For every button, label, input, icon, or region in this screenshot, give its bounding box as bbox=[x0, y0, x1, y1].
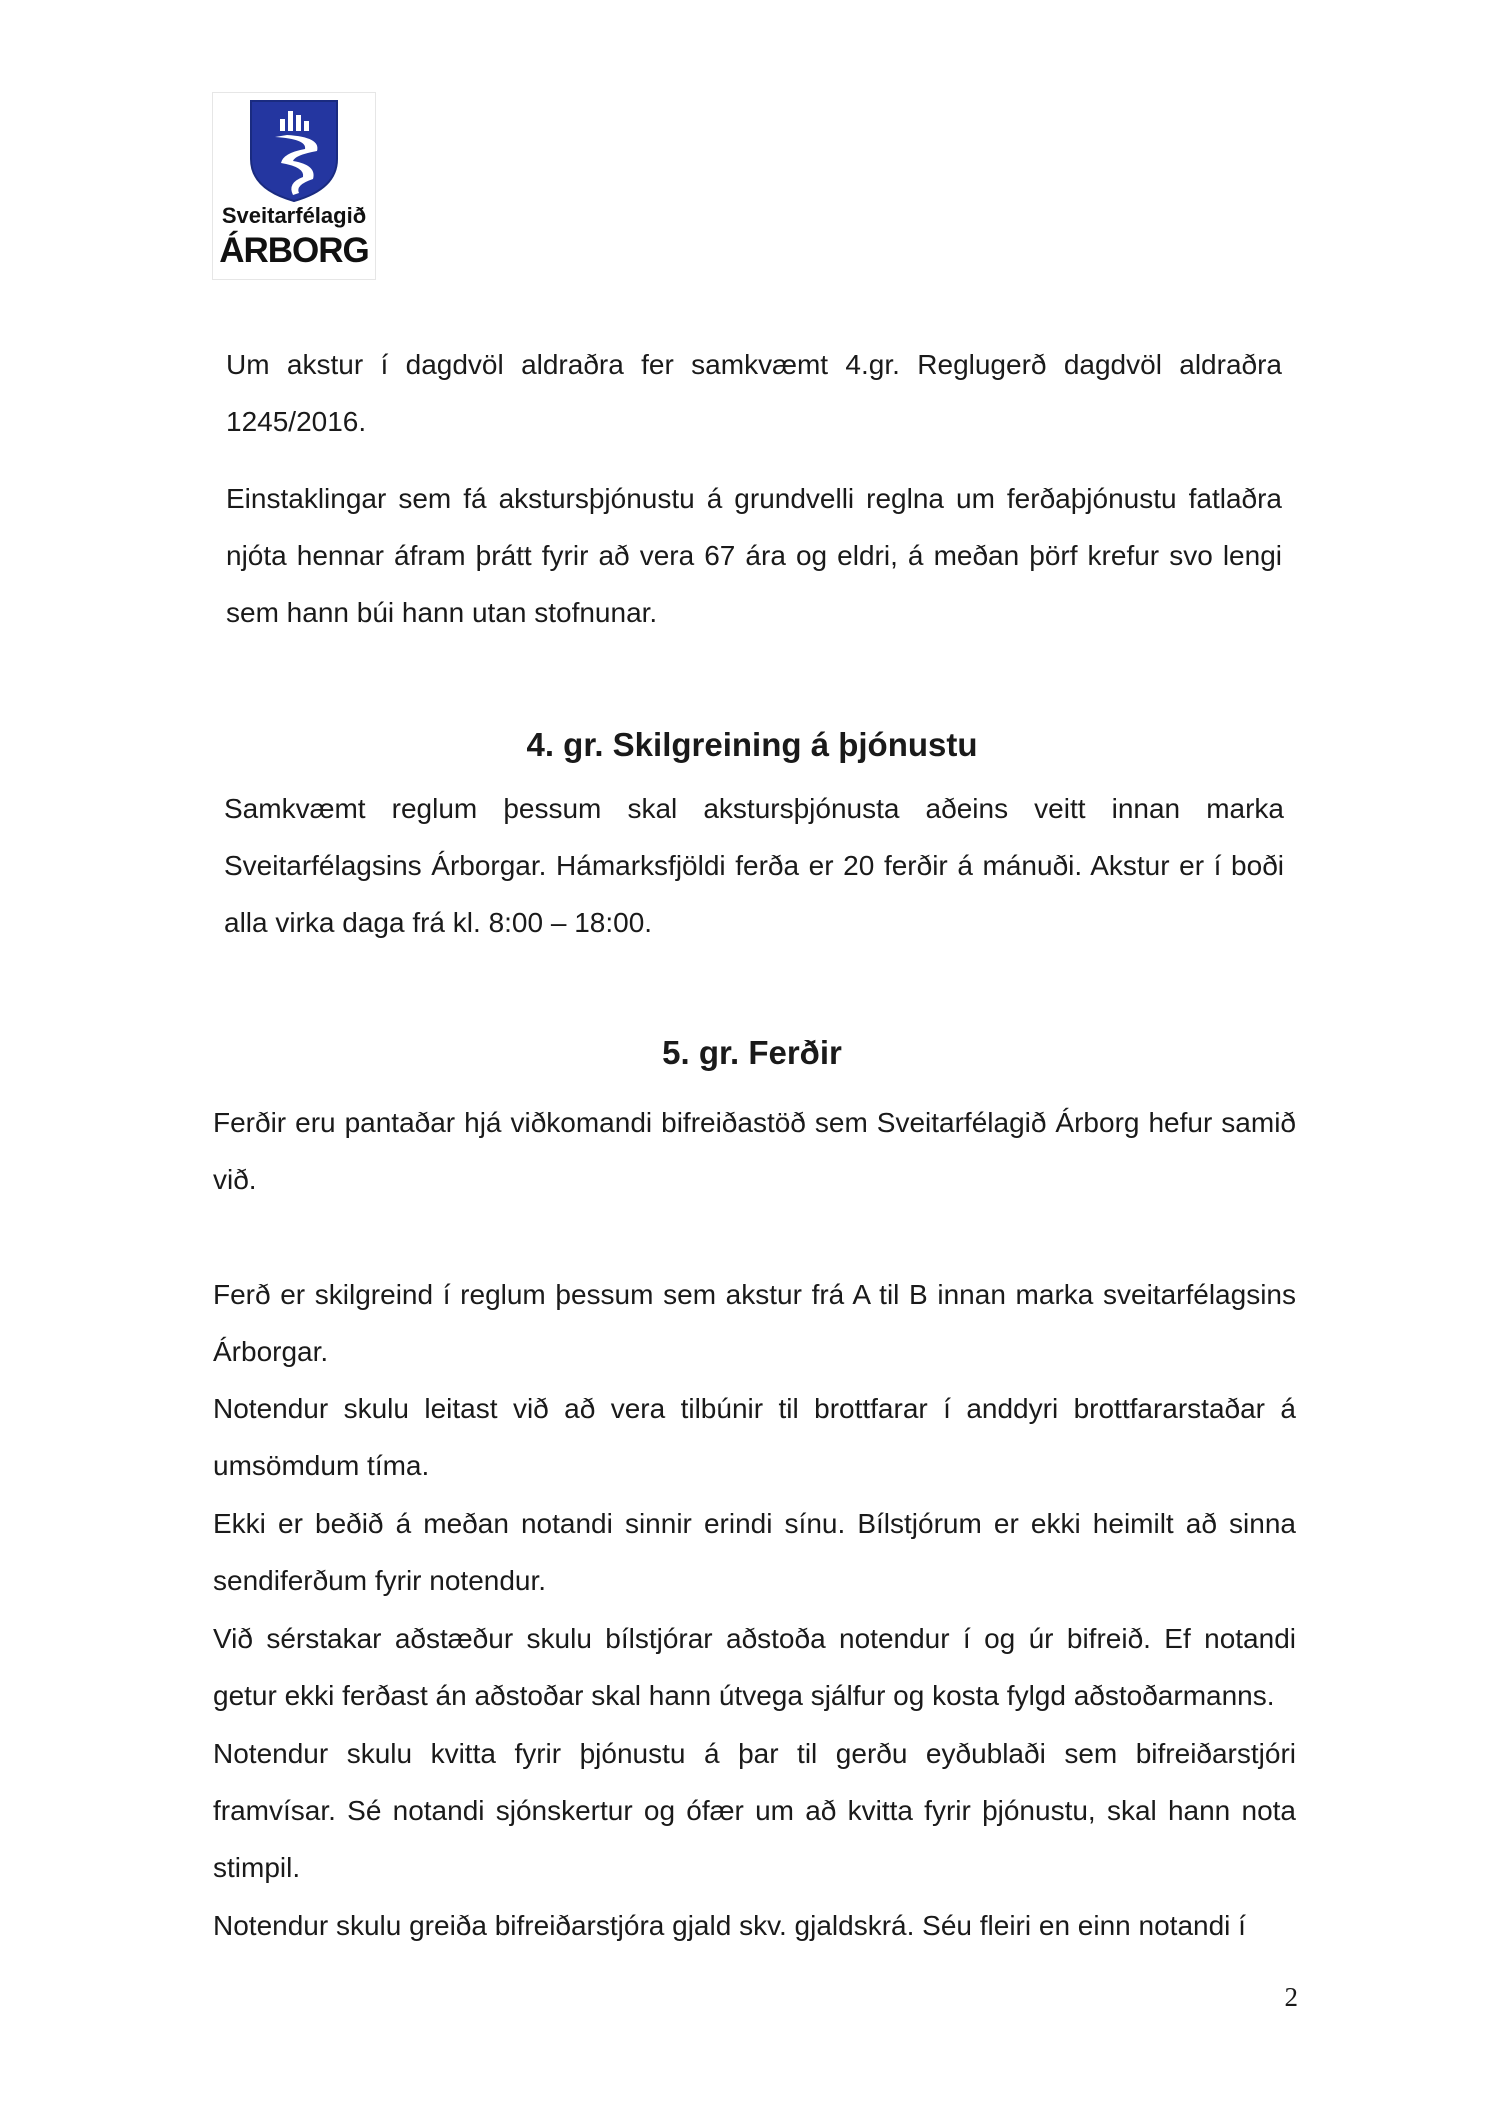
logo-text-arborg: ÁRBORG bbox=[219, 231, 369, 270]
paragraph-skilgreining: Samkvæmt reglum þessum skal akstursþjónusta aðeins veitt innan marka Sveitarfélagsins Árborgar. Hámarksfjöldi ferða er 20 ferðir á mánuði. Akstur er í boði alla virka daga frá kl. 8:00 – 18:00. bbox=[224, 793, 1284, 938]
paragraph-greida-gjald: Notendur skulu greiða bifreiðarstjóra gjald skv. gjaldskrá. Séu fleiri en einn notandi í bbox=[213, 1910, 1246, 1941]
paragraph-ferd-skilgreind: Ferð er skilgreind í reglum þessum sem akstur frá A til B innan marka sveitarfélagsins Árborgar. bbox=[213, 1279, 1296, 1367]
paragraph-adstod: Við sérstakar aðstæður skulu bílstjórar aðstoða notendur í og úr bifreið. Ef notandi getur ekki ferðast án aðstoðar skal hann útvega sjálfur og kosta fylgd aðstoðarmanns. bbox=[213, 1623, 1296, 1711]
paragraph-ekki-bedid: Ekki er beðið á meðan notandi sinnir erindi sínu. Bílstjórum er ekki heimilt að sinna sendiferðum fyrir notendur. bbox=[213, 1508, 1296, 1596]
section-heading-5: 5. gr. Ferðir bbox=[662, 1034, 842, 1071]
municipality-logo bbox=[212, 92, 376, 280]
section-heading-4: 4. gr. Skilgreining á þjónustu bbox=[526, 726, 978, 763]
paragraph-kvitta: Notendur skulu kvitta fyrir þjónustu á þar til gerðu eyðublaði sem bifreiðarstjóri framvísar. Sé notandi sjónskertur og ófær um að kvitta fyrir þjónustu, skal hann nota stimpil. bbox=[213, 1738, 1296, 1883]
paragraph-dagdvol: Um akstur í dagdvöl aldraðra fer samkvæmt 4.gr. Reglugerð dagdvöl aldraðra 1245/2016. bbox=[226, 349, 1282, 437]
paragraph-tilbunir: Notendur skulu leitast við að vera tilbúnir til brottfarar í anddyri brottfararstaðar á umsömdum tíma. bbox=[213, 1393, 1296, 1481]
logo-text-municipality: Sveitarfélagið bbox=[221, 203, 367, 228]
paragraph-einstaklingar: Einstaklingar sem fá akstursþjónustu á grundvelli reglna um ferðaþjónustu fatlaðra njóta hennar áfram þrátt fyrir að vera 67 ára og eldri, á meðan þörf krefur svo lengi sem hann búi hann utan stofnunar. bbox=[226, 483, 1282, 628]
page-number: 2 bbox=[1284, 1982, 1298, 2012]
paragraph-ferdir-pantadar: Ferðir eru pantaðar hjá viðkomandi bifreiðastöð sem Sveitarfélagið Árborg hefur samið við. bbox=[213, 1107, 1296, 1195]
coat-of-arms-icon bbox=[247, 97, 341, 203]
